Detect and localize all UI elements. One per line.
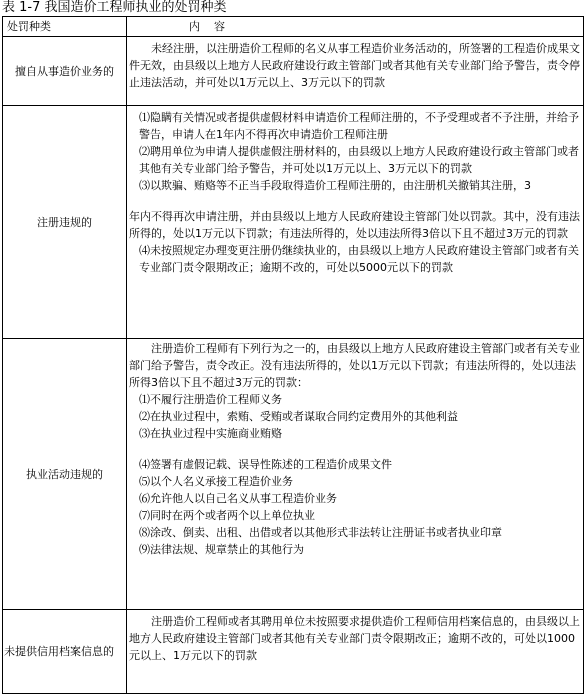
row-content [129, 340, 581, 558]
list-item: ⑷签署有虚假记载、误导性陈述的工程造价成果文件 [139, 458, 392, 471]
content-paragraph: ⑵聘用单位为申请人提供虚假注册材料的，由县级以上地方人民政府建设行政主管部门或者其他有关专业部门给予警告，并可处以1万元以上、3万元以下的罚款 [139, 145, 579, 175]
content-paragraph: 年内不得再次申请注册，并由县级以上地方人民政府建设主管部门处以罚款。其中，没有违法所得的，处以1万元以下罚款；有违法所得的，处以违法所得3倍以下且不超过3万元的罚款 [129, 210, 580, 240]
content-paragraph: ⑴隐瞒有关情况或者提供虚假材料申请造价工程师注册的，不予受理或者不予注册，并给予警告，申请人在1年内不得再次申请造价工程师注册 [139, 111, 579, 141]
column-divider [126, 17, 127, 693]
row-content [129, 109, 581, 276]
row-category: 注册违规的 [37, 215, 92, 229]
row-category: 执业活动违规的 [26, 467, 103, 481]
content-paragraph: 未经注册，以注册造价工程师的名义从事工程造价业务活动的，所签署的工程造价成果文件无效，由县级以上地方人民政府建设行政主管部门或者其他有关专业部门给予警告，责令停止违法活动，并可处以1万元以上、3万元以下的罚款 [129, 42, 580, 89]
row-category: 未提供信用档案信息的 [4, 645, 114, 658]
list-item: ⑼法律法规、规章禁止的其他行为 [139, 543, 304, 556]
list-item: ⑻涂改、倒卖、出租、出借或者以其他形式非法转让注册证书或者执业印章 [139, 526, 502, 539]
header-category: 处罚种类 [7, 20, 51, 33]
content-paragraph: ⑷未按照规定办理变更注册仍继续执业的，由县级以上地方人民政府建设主管部门或者有关专业部门责令限期改正；逾期不改的，可处以5000元以下的罚款 [139, 244, 579, 274]
list-item: ⑺同时在两个或者两个以上单位执业 [139, 509, 315, 522]
content-paragraph: ⑶以欺骗、贿赂等不正当手段取得造价工程师注册的，由注册机关撤销其注册，3 [139, 179, 531, 192]
row-category: 擅自从事造价业务的 [15, 64, 114, 78]
row-content [129, 40, 581, 91]
content-paragraph: 注册造价工程师有下列行为之一的，由县级以上地方人民政府建设主管部门或者有关专业部门给予警告，责令改正。没有违法所得的，处以1万元以下罚款；有违法所得的，处以违法所得3倍以下且不超过3万元的罚款： [129, 342, 580, 389]
list-item: ⑴不履行注册造价工程师义务 [139, 393, 282, 406]
list-item: ⑸以个人名义承接工程造价业务 [139, 475, 293, 488]
penalty-table [2, 16, 584, 694]
row-content [129, 613, 581, 664]
table-title: 表 1-7 我国造价工程师执业的处罚种类 [2, 0, 227, 15]
content-paragraph: 注册造价工程师或者其聘用单位未按照要求提供造价工程师信用档案信息的，由县级以上地方人民政府建设主管部门或者其他有关专业部门责令限期改正；逾期不改的，可处以1000元以上、1万元以下的罚款 [129, 615, 580, 662]
header-content: 内 容 [189, 20, 225, 33]
list-item: ⑶在执业过程中实施商业贿赂 [139, 427, 282, 440]
list-item: ⑵在执业过程中，索贿、受贿或者谋取合同约定费用外的其他利益 [139, 410, 458, 423]
list-item: ⑹允许他人以自己名义从事工程造价业务 [139, 492, 337, 505]
